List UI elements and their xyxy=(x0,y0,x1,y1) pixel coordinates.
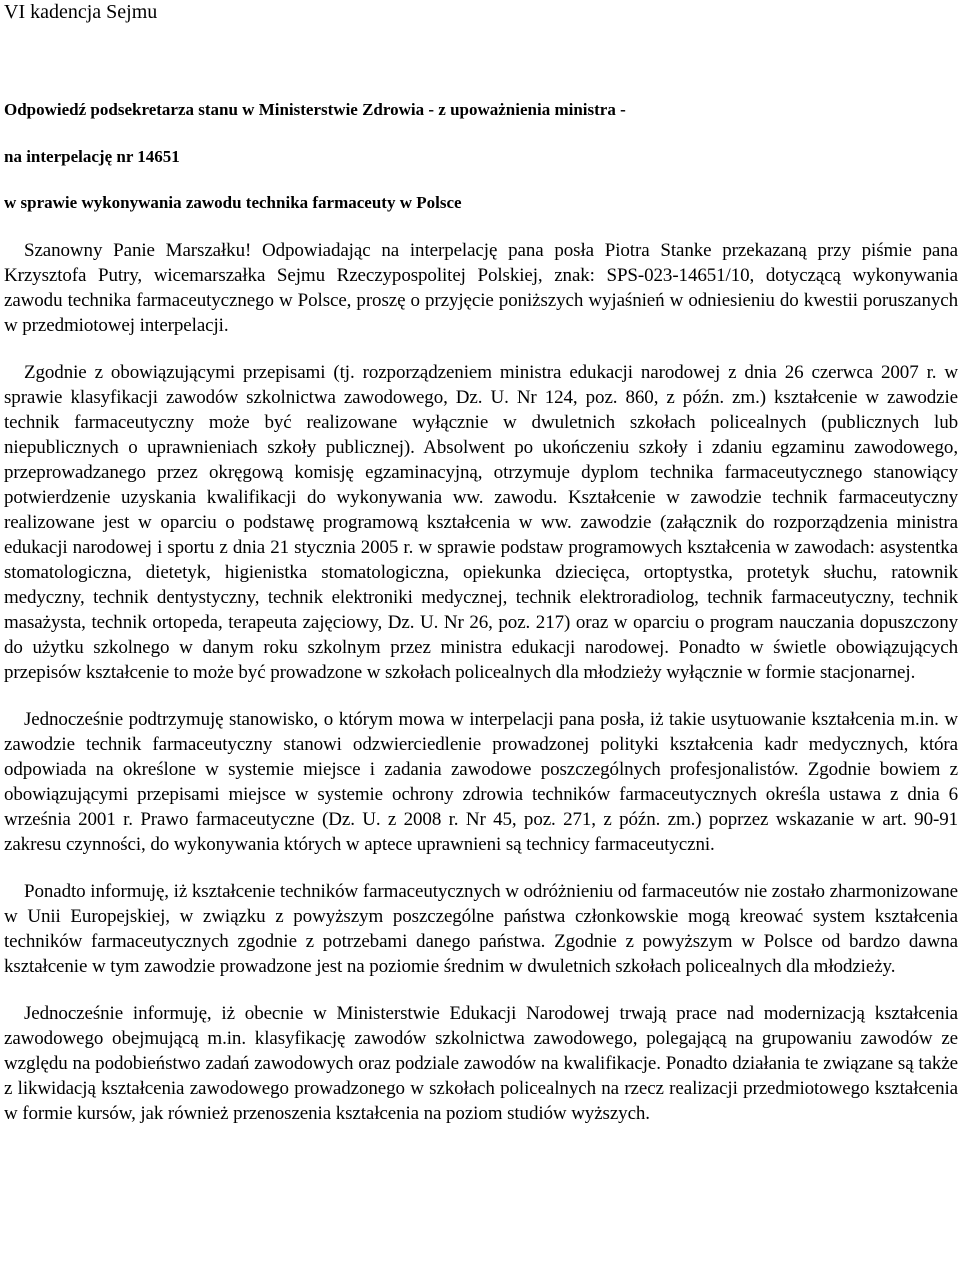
body-paragraph-5: Jednocześnie informuję, iż obecnie w Ministerstwie Edukacji Narodowej trwają prace nad modernizacją kształcenia zawodowego obejmującą m.in. klasyfikację zawodów szkolnictwa zawodowego, polegającą na grupowaniu zawodów ze względu na podobieństwo zadań zawodowych oraz podziale zawodów na kwalifikacje. Ponadto działania te związane są także z likwidacją kształcenia zawodowego prowadzonego w szkołach policealnych na rzecz realizacji przedmiotowego kształcenia w formie kursów, jak również przenoszenia kształcenia na poziom studiów wyższych. xyxy=(4,1003,958,1124)
reply-heading-line-3: w sprawie wykonywania zawodu technika farmaceuty w Polsce xyxy=(4,193,462,212)
reply-heading-line-2: na interpelację nr 14651 xyxy=(4,147,180,166)
reply-body xyxy=(4,238,958,1126)
body-paragraph-4: Ponadto informuję, iż kształcenie techników farmaceutycznych w odróżnieniu od farmaceutów nie zostało zharmonizowane w Unii Europejskiej, w związku z powyższym poszczególne państwa członkowskie mogą kreować system kształcenia techników farmaceutycznych zgodnie z potrzebami danego państwa. Zgodnie z powyższym w Polsce od bardzo dawna kształcenie w tym zawodzie prowadzone jest na poziomie średnim w dwuletnich szkołach policealnych dla młodzieży. xyxy=(4,881,958,977)
body-paragraph-1: Szanowny Panie Marszałku! Odpowiadając na interpelację pana posła Piotra Stanke przekazaną przy piśmie pana Krzysztofa Putry, wicemarszałka Sejmu Rzeczypospolitej Polskiej, znak: SPS-023-14651/10, dotyczącą wykonywania zawodu technika farmaceutycznego w Polsce, proszę o przyjęcie poniższych wyjaśnień w odniesieniu do kwestii poruszanych w przedmiotowej interpelacji. xyxy=(4,240,958,336)
body-paragraph-2: Zgodnie z obowiązującymi przepisami (tj. rozporządzeniem ministra edukacji narodowej z dnia 26 czerwca 2007 r. w sprawie klasyfikacji zawodów szkolnictwa zawodowego, Dz. U. Nr 124, poz. 860, z późn. zm.) kształcenie w zawodzie technik farmaceutyczny może być realizowane wyłącznie w dwuletnich szkołach policealnych (publicznych lub niepublicznych o uprawnieniach szkoły publicznej). Absolwent po ukończeniu szkoły i zdaniu egzaminu zawodowego, przeprowadzanego przez okręgową komisję egzaminacyjną, otrzymuje dyplom technika farmaceutycznego stanowiący potwierdzenie uzyskania kwalifikacji do wykonywania ww. zawodu. Kształcenie w zawodzie technik farmaceutyczny realizowane jest w oparciu o podstawę programową kształcenia w ww. zawodzie (załącznik do rozporządzenia ministra edukacji narodowej i sportu z dnia 21 stycznia 2005 r. w sprawie podstaw programowych kształcenia w zawodach: asystentka stomatologiczna, dietetyk, higienistka stomatologiczna, opiekunka dziecięca, ortoptystka, protetyk słuchu, ratownik medyczny, technik dentystyczny, technik elektroniki medycznej, technik elektroradiolog, technik farmaceutyczny, technik masażysta, technik ortopeda, terapeuta zajęciowy, Dz. U. Nr 26, poz. 217) oraz w oparciu o program nauczania dopuszczony do użytku szkolnego w danym roku szkolnym przez ministra edukacji narodowej. Ponadto w świetle obowiązujących przepisów kształcenie to może być prowadzone w szkołach policealnych dla młodzieży wyłącznie w formie stacjonarnej. xyxy=(4,362,958,683)
term-label: VI kadencja Sejmu xyxy=(4,1,158,23)
reply-heading-line-1: Odpowiedź podsekretarza stanu w Ministerstwie Zdrowia - z upoważnienia ministra - xyxy=(4,100,626,119)
body-paragraph-3: Jednocześnie podtrzymuję stanowisko, o którym mowa w interpelacji pana posła, iż takie usytuowanie kształcenia m.in. w zawodzie technik farmaceutyczny stanowi odzwierciedlenie prowadzonej polityki kształcenia kadr medycznych, która odpowiada na określone w systemie miejsce i zadania zawodowe poszczególnych profesjonalistów. Zgodnie bowiem z obowiązującymi przepisami miejsce w systemie ochrony zdrowia techników farmaceutycznych określa ustawa z dnia 6 września 2001 r. Prawo farmaceutyczne (Dz. U. z 2008 r. Nr 45, poz. 271, z późn. zm.) poprzez wskazanie w art. 90-91 zakresu czynności, do wykonywania których w aptece uprawnieni są technicy farmaceutyczni. xyxy=(4,709,958,855)
